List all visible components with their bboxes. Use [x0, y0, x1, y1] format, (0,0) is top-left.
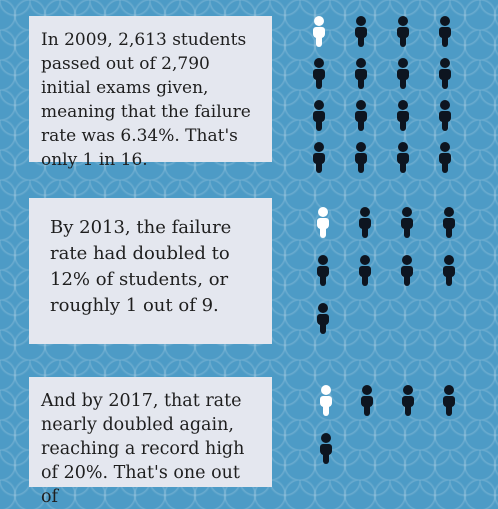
person-icon: [319, 433, 333, 465]
person-icon: [354, 16, 368, 48]
person-icon: [442, 255, 456, 287]
person-icon: [360, 385, 374, 417]
person-icon: [358, 255, 372, 287]
person-icon: [312, 100, 326, 132]
person-icon: [316, 255, 330, 287]
person-icon: [358, 207, 372, 239]
person-icon: [438, 142, 452, 174]
person-icon: [396, 100, 410, 132]
person-icon: [396, 16, 410, 48]
person-icon: [354, 58, 368, 90]
panel-2013-text: By 2013, the failure rate had doubled to 12% of students, or roughly 1 out of 9.: [29, 198, 272, 344]
person-icon-highlighted: [312, 16, 326, 48]
person-icon: [400, 255, 414, 287]
person-icon: [400, 207, 414, 239]
person-icon: [401, 385, 415, 417]
person-icon: [438, 100, 452, 132]
person-icon: [396, 58, 410, 90]
person-icon: [442, 207, 456, 239]
panel-2009-text: In 2009, 2,613 students passed out of 2,790 initial exams given, meaning that the failure rate was 6.34%. That's only 1 in 16.: [29, 16, 272, 162]
person-icon: [438, 16, 452, 48]
person-icon: [316, 303, 330, 335]
person-icon: [396, 142, 410, 174]
person-icon: [312, 142, 326, 174]
person-icon: [354, 100, 368, 132]
person-icon: [442, 385, 456, 417]
person-icon-highlighted: [319, 385, 333, 417]
person-icon: [438, 58, 452, 90]
person-icon: [312, 58, 326, 90]
person-icon-highlighted: [316, 207, 330, 239]
panel-2017-text: And by 2017, that rate nearly doubled again, reaching a record high of 20%. That's one out of: [29, 377, 272, 487]
person-icon: [354, 142, 368, 174]
